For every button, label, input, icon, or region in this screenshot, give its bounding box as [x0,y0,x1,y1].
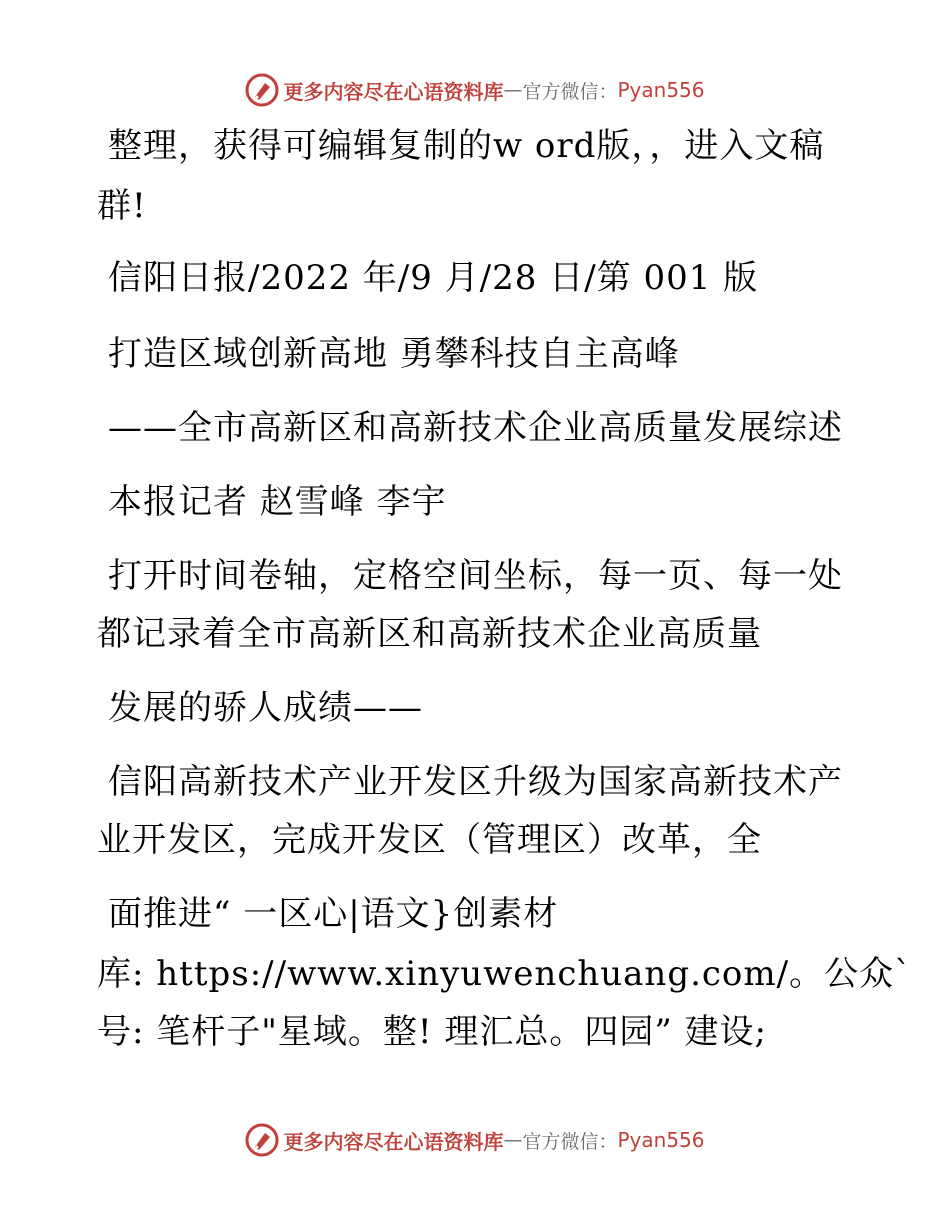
text-line: 信阳高新技术产业开发区升级为国家高新技术产 [108,762,843,802]
footer-watermark [0,1120,950,1160]
watermark-site-text: 更多内容尽在心语资料库 [283,1129,504,1154]
text-line: 打开时间卷轴，定格空间坐标，每一页、每一处 [108,556,843,596]
watermark-wechat-label: 官方微信： [522,80,618,103]
text-line: 信阳日报/2022 年/9 月/28 日/第 001 版 [108,258,759,298]
text-line: 号: 笔杆子"星域。整! 理汇总。四园” 建设; [97,1012,768,1052]
watermark-separator: — [503,1129,523,1151]
watermark-wechat-label: 官方微信： [522,1130,618,1153]
watermark-site-text: 更多内容尽在心语资料库 [283,79,504,104]
text-line: 群! [97,186,147,226]
text-line: 都记录着全市高新区和高新技术企业高质量 [97,614,762,654]
text-line: 业开发区，完成开发区（管理区）改革，全 [97,820,762,860]
byline: 本报记者 赵雪峰 李宇 [108,482,447,522]
text-line: 整理，获得可编辑复制的w ord版，，进入文稿 [108,126,825,166]
article-title: 打造区域创新高地 勇攀科技自主高峰 [108,334,680,374]
watermark-separator: — [503,79,523,101]
watermark-wechat-id: Pyan556 [617,78,705,102]
text-line: 发展的骄人成绩—— [108,688,423,728]
pen-nib-circle-icon [245,1123,279,1157]
text-line: 库: https://www.xinyuwenchuang.com/。公众` [97,954,913,994]
text-line: 面推进“ 一区心|语文}创素材 [108,894,559,934]
watermark-wechat-id: Pyan556 [617,1128,705,1152]
article-subtitle: ——全市高新区和高新技术企业高质量发展综述 [108,408,843,448]
